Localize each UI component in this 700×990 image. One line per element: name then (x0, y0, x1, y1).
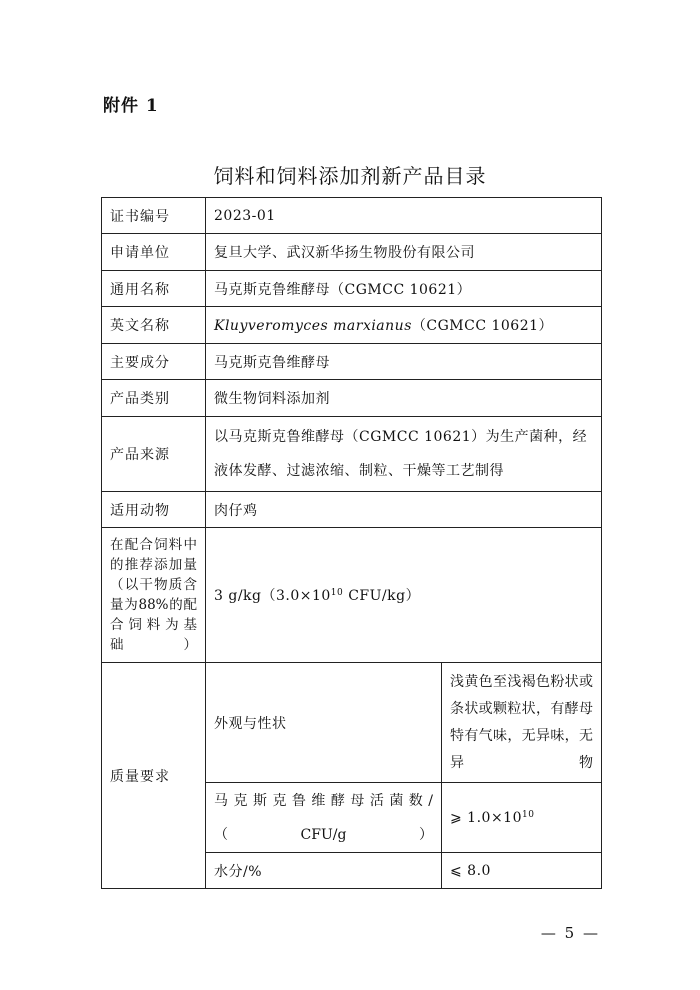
dosage-unit: CFU/kg） (343, 588, 421, 604)
table-row-category (102, 380, 602, 417)
value-source: 以马克斯克鲁维酵母（CGMCC 10621）为生产菌种，经液体发酵、过滤浓缩、制粒、干燥等工艺制得 (206, 417, 602, 492)
value-animal: 肉仔鸡 (206, 492, 602, 528)
table-row-english-name (102, 307, 602, 344)
table-row-quality-appearance (102, 663, 602, 783)
viable-count-text: ⩾ 1.0×10 (450, 809, 522, 826)
quality-item-value-viable-count (442, 783, 602, 853)
value-cert-no: 2023-01 (206, 198, 602, 234)
label-applicant: 申请单位 (102, 234, 206, 271)
value-main-component: 马克斯克鲁维酵母 (206, 344, 602, 380)
value-applicant: 复旦大学、武汉新华扬生物股份有限公司 (206, 234, 602, 271)
table-row-main-component (102, 344, 602, 380)
product-catalog-table (101, 197, 602, 889)
document-title: 饲料和饲料添加剂新产品目录 (213, 164, 487, 188)
quality-item-name-appearance: 外观与性状 (206, 663, 442, 783)
table-row-source (102, 417, 602, 492)
label-cert-no: 证书编号 (102, 198, 206, 234)
label-main-component: 主要成分 (102, 344, 206, 380)
strain-code: （CGMCC 10621） (411, 318, 554, 334)
page-number: — 5 — (540, 924, 600, 942)
label-english-name: 英文名称 (102, 307, 206, 344)
label-animal: 适用动物 (102, 492, 206, 528)
label-category: 产品类别 (102, 380, 206, 417)
quality-item-name-viable-count: 马克斯克鲁维酵母活菌数/（CFU/g） (206, 783, 442, 853)
attachment-label: 附件 1 (103, 96, 159, 116)
value-category: 微生物饲料添加剂 (206, 380, 602, 417)
viable-count-exponent: 10 (522, 809, 535, 820)
value-dosage (206, 528, 602, 663)
table-row-common-name (102, 271, 602, 307)
table-row-applicant (102, 234, 602, 271)
value-common-name: 马克斯克鲁维酵母（CGMCC 10621） (206, 271, 602, 307)
label-quality: 质量要求 (102, 663, 206, 889)
label-common-name: 通用名称 (102, 271, 206, 307)
table-row-animal (102, 492, 602, 528)
quality-item-value-appearance: 浅黄色至浅褐色粉状或条状或颗粒状，有酵母特有气味，无异味，无异物 (442, 663, 602, 783)
dosage-exponent: 10 (330, 588, 344, 598)
table-row-dosage (102, 528, 602, 663)
label-dosage: 在配合饲料中的推荐添加量（以干物质含量为88%的配合饲料为基础） (102, 528, 206, 663)
dosage-text: 3 g/kg（3.0×10 (214, 588, 331, 604)
table-row-cert-no (102, 198, 602, 234)
label-source: 产品来源 (102, 417, 206, 492)
latin-name: Kluyveromyces marxianus (214, 318, 412, 334)
value-english-name (206, 307, 602, 344)
quality-item-value-moisture: ⩽ 8.0 (442, 853, 602, 889)
quality-item-name-moisture: 水分/% (206, 853, 442, 889)
